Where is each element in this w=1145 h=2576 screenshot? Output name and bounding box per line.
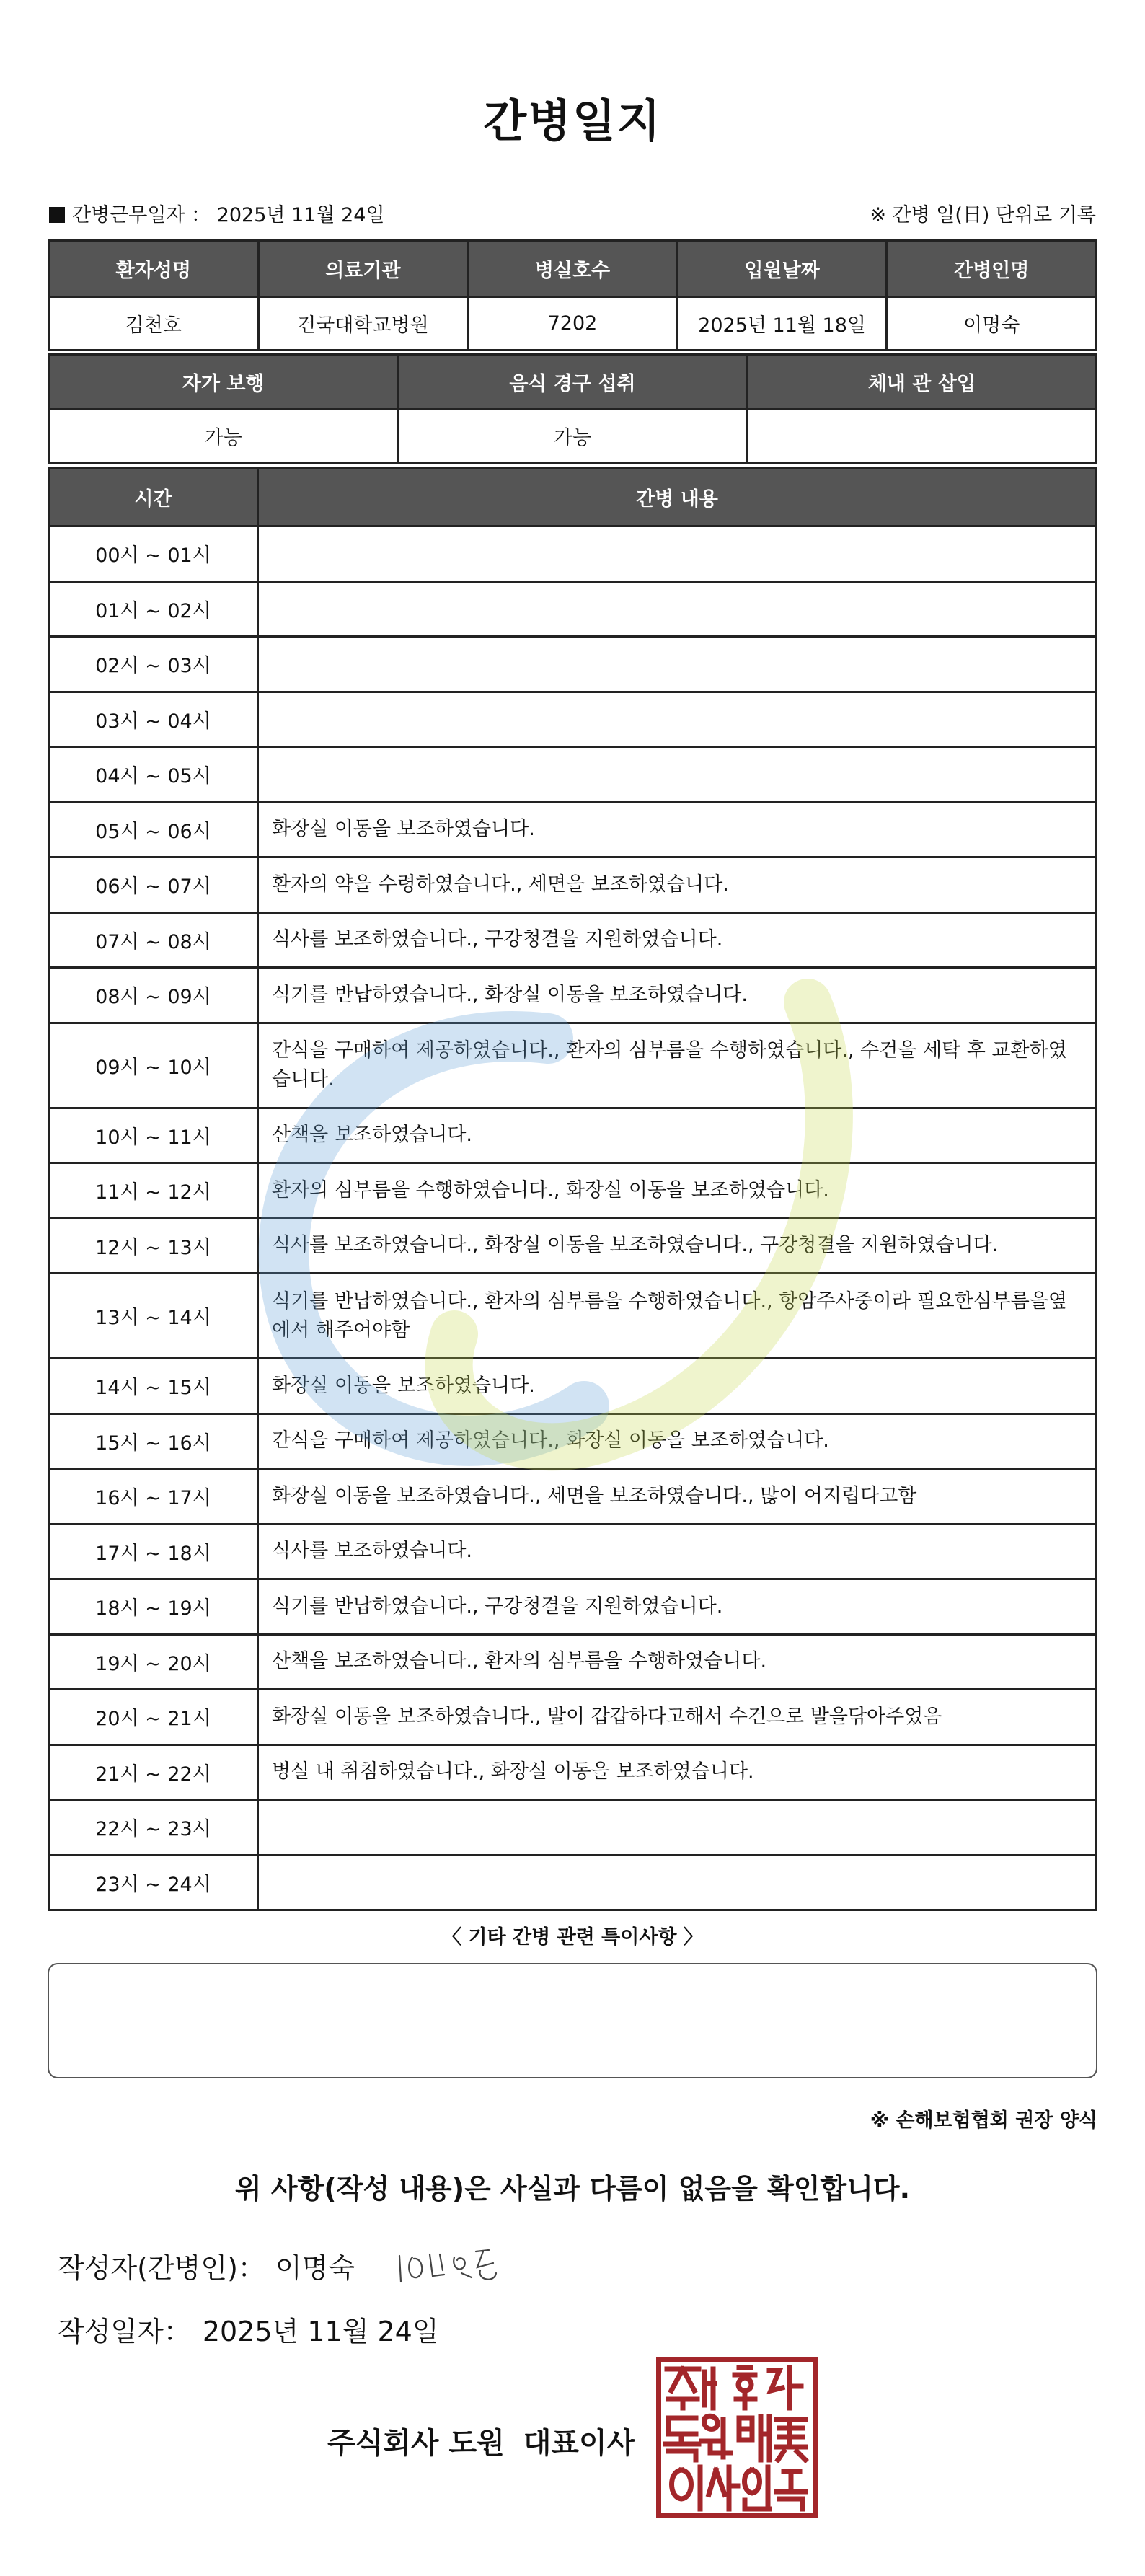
hospital-name: 건국대학교병원 (258, 297, 468, 350)
log-time: 20시 ~ 21시 (49, 1690, 258, 1745)
log-time: 11시 ~ 12시 (49, 1163, 258, 1219)
info-header: 의료기관 (258, 241, 468, 297)
log-row (49, 912, 1097, 968)
log-content: 화장실 이동을 보조하였습니다., 발이 갑갑하다고해서 수건으로 발을닦아주었음 (258, 1690, 1097, 1745)
log-content: 환자의 약을 수령하였습니다., 세면을 보조하였습니다. (258, 857, 1097, 913)
log-time: 21시 ~ 22시 (49, 1744, 258, 1800)
log-row (49, 1108, 1097, 1163)
log-time: 12시 ~ 13시 (49, 1218, 258, 1274)
log-row (49, 581, 1097, 637)
log-row (49, 526, 1097, 582)
log-row (49, 1744, 1097, 1800)
log-row (49, 1163, 1097, 1219)
log-time: 19시 ~ 20시 (49, 1634, 258, 1690)
confirm-statement: 위 사항(작성 내용)은 사실과 다름이 없음을 확인합니다. (234, 2173, 911, 2205)
log-row (49, 692, 1097, 747)
self-walking-value: 가능 (49, 410, 398, 463)
log-time: 04시 ~ 05시 (49, 747, 258, 803)
log-content: 간식을 구매하여 제공하였습니다., 환자의 심부름을 수행하였습니다., 수건을 세탁 후 교환하였습니다. (258, 1023, 1097, 1108)
log-content: 환자의 심부름을 수행하였습니다., 화장실 이동을 보조하였습니다. (258, 1163, 1097, 1219)
log-row (49, 1855, 1097, 1910)
log-content: 간식을 구매하여 제공하였습니다., 화장실 이동을 보조하였습니다. (258, 1413, 1097, 1469)
log-row (49, 637, 1097, 692)
log-time: 05시 ~ 06시 (49, 802, 258, 857)
log-time: 02시 ~ 03시 (49, 637, 258, 692)
log-content: 식기를 반납하였습니다., 화장실 이동을 보조하였습니다. (258, 968, 1097, 1023)
admission-date: 2025년 11월 18일 (677, 297, 887, 350)
status-header: 체내 관 삽입 (747, 355, 1096, 410)
care-date-value: 2025년 11월 24일 (216, 204, 385, 226)
log-content: 화장실 이동을 보조하였습니다. (258, 1359, 1097, 1414)
log-time: 18시 ~ 19시 (49, 1579, 258, 1635)
company-rep-title: 대표이사 (523, 2427, 635, 2460)
written-date-line (58, 2309, 439, 2349)
patient-info-table (48, 239, 1097, 351)
log-content: 화장실 이동을 보조하였습니다., 세면을 보조하였습니다., 많이 어지럽다고함 (258, 1469, 1097, 1525)
log-content: 식사를 보조하였습니다. (258, 1524, 1097, 1579)
log-content (258, 637, 1097, 692)
log-content: 산책을 보조하였습니다. (258, 1108, 1097, 1163)
log-row (49, 968, 1097, 1023)
care-date-label: 간병근무일자 (72, 204, 185, 226)
status-header: 음식 경구 섭취 (398, 355, 747, 410)
written-date-value: 2025년 11월 24일 (202, 2316, 439, 2347)
company-name: 주식회사 도원 (327, 2427, 505, 2460)
log-time: 17시 ~ 18시 (49, 1524, 258, 1579)
content-header: 간병 내용 (258, 469, 1097, 526)
log-content: 병실 내 취침하였습니다., 화장실 이동을 보조하였습니다. (258, 1744, 1097, 1800)
log-row (49, 857, 1097, 913)
log-time: 00시 ~ 01시 (49, 526, 258, 582)
caregiver-name: 이명숙 (887, 297, 1097, 350)
log-content: 식기를 반납하였습니다., 환자의 심부름을 수행하였습니다., 항암주사중이라 필요한심부름을옆에서 해주어야함 (258, 1274, 1097, 1359)
log-time: 13시 ~ 14시 (49, 1274, 258, 1359)
company-seal (656, 2357, 818, 2518)
written-date-label: 작성일자： (58, 2316, 191, 2347)
seal-stamp-icon (661, 2362, 813, 2513)
log-row (49, 1579, 1097, 1635)
log-row (49, 1800, 1097, 1856)
log-time: 08시 ~ 09시 (49, 968, 258, 1023)
oral-intake-value: 가능 (398, 410, 747, 463)
log-content: 식기를 반납하였습니다., 구강청결을 지원하였습니다. (258, 1579, 1097, 1635)
notes-box (48, 1963, 1097, 2078)
status-header: 자가 보행 (49, 355, 398, 410)
log-content (258, 526, 1097, 582)
log-content (258, 1855, 1097, 1910)
log-content: 식사를 보조하였습니다., 화장실 이동을 보조하였습니다., 구강청결을 지원하였습니다. (258, 1218, 1097, 1274)
log-row (49, 1023, 1097, 1108)
log-content: 화장실 이동을 보조하였습니다. (258, 802, 1097, 857)
log-row (49, 1274, 1097, 1359)
log-time: 23시 ~ 24시 (49, 1855, 258, 1910)
log-time: 22시 ~ 23시 (49, 1800, 258, 1856)
log-time: 06시 ~ 07시 (49, 857, 258, 913)
log-time: 01시 ~ 02시 (49, 581, 258, 637)
log-time: 16시 ~ 17시 (49, 1469, 258, 1525)
log-row (49, 802, 1097, 857)
recommend-note: ※ 손해보험협회 권장 양식 (870, 2109, 1097, 2132)
author-label: 작성자(간병인)： (58, 2252, 265, 2284)
tube-insertion-value (747, 410, 1096, 463)
log-row (49, 1690, 1097, 1745)
log-row (49, 1359, 1097, 1414)
info-header: 입원날짜 (677, 241, 887, 297)
log-row (49, 1413, 1097, 1469)
log-content: 식사를 보조하였습니다., 구강청결을 지원하였습니다. (258, 912, 1097, 968)
log-time: 03시 ~ 04시 (49, 692, 258, 747)
info-header: 환자성명 (49, 241, 259, 297)
document-title: 간병일지 (483, 94, 662, 147)
unit-note: ※ 간병 일(日) 단위로 기록 (870, 204, 1096, 226)
patient-name: 김천호 (49, 297, 259, 350)
care-date-sep: ： (191, 204, 211, 226)
log-time: 07시 ~ 08시 (49, 912, 258, 968)
patient-status-table (48, 353, 1097, 464)
log-content (258, 747, 1097, 803)
log-content: 산책을 보조하였습니다., 환자의 심부름을 수행하였습니다. (258, 1634, 1097, 1690)
info-header: 간병인명 (887, 241, 1097, 297)
notes-title: 〈 기타 간병 관련 특이사항 〉 (442, 1926, 703, 1949)
time-header: 시간 (49, 469, 258, 526)
log-time: 14시 ~ 15시 (49, 1359, 258, 1414)
author-line (58, 2246, 355, 2285)
log-row (49, 1634, 1097, 1690)
log-row (49, 1469, 1097, 1525)
author-name: 이명숙 (275, 2252, 355, 2284)
log-content (258, 581, 1097, 637)
handwritten-signature (392, 2241, 508, 2292)
log-time: 10시 ~ 11시 (49, 1108, 258, 1163)
care-log-table (48, 467, 1097, 1911)
square-bullet-icon (49, 207, 65, 223)
room-number: 7202 (468, 297, 678, 350)
log-time: 09시 ~ 10시 (49, 1023, 258, 1108)
log-time: 15시 ~ 16시 (49, 1413, 258, 1469)
log-content (258, 692, 1097, 747)
log-row (49, 1218, 1097, 1274)
info-header: 병실호수 (468, 241, 678, 297)
log-row (49, 1524, 1097, 1579)
log-row (49, 747, 1097, 803)
care-date (49, 199, 385, 227)
company-line (327, 2420, 635, 2461)
log-content (258, 1800, 1097, 1856)
